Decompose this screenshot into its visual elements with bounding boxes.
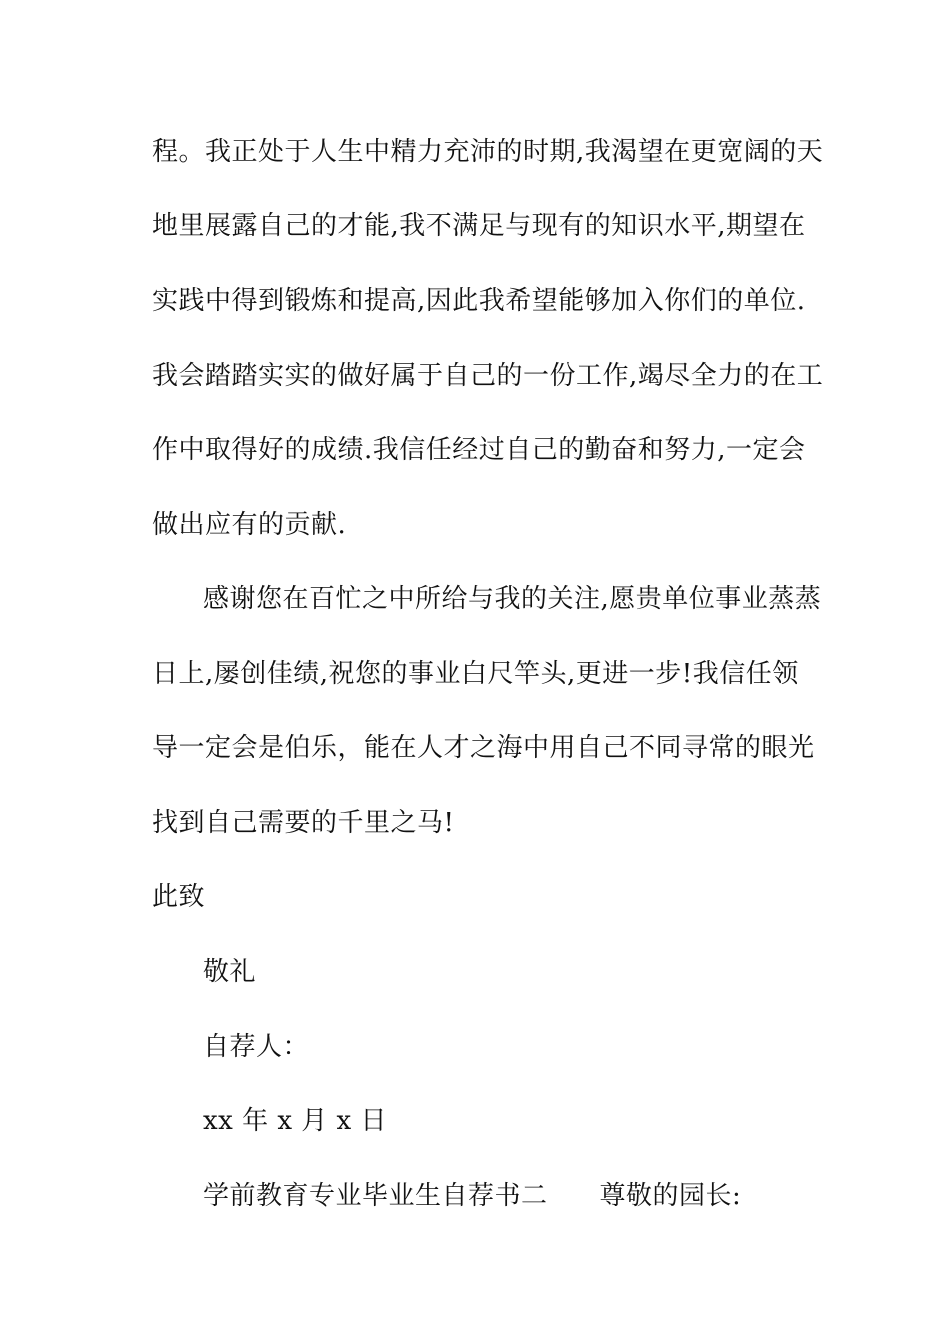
paragraph2-line-3: 导一定会是伯乐，能在人才之海中用自己不同寻常的眼光 [152,733,815,763]
paragraph1-line-4: 我会踏踏实实的做好属于自己的一份工作,竭尽全力的在工 [152,361,824,391]
paragraph1-line-5: 作中取得好的成绩.我信任经过自己的勤奋和努力,一定会 [152,435,806,465]
next-letter-title: 学前教育专业毕业生自荐书二 [203,1181,548,1211]
date-text: xx 年 x 月 x 日 [203,1106,387,1136]
closing-text: 此致 [152,882,206,912]
paragraph1-line-6: 做出应有的贡献. [152,510,347,540]
paragraph2-line-1: 感谢您在百忙之中所给与我的关注,愿贵单位事业蒸蒸 [203,584,822,614]
paragraph1-line-2: 地里展露自己的才能,我不满足与现有的知识水平,期望在 [152,211,806,241]
next-section-heading [203,1179,741,1213]
paragraph2-line-4: 找到自己需要的千里之马! [152,808,455,838]
next-letter-greeting: 尊敬的园长: [599,1181,742,1211]
paragraph1-line-1: 程。我正处于人生中精力充沛的时期,我渴望在更宽阔的天 [152,137,824,167]
salute-text: 敬礼 [203,957,257,987]
signer-label: 自荐人： [203,1032,310,1062]
paragraph1-line-3: 实践中得到锻炼和提高,因此我希望能够加入你们的单位. [152,286,806,316]
paragraph2-line-2: 日上,屡创佳绩,祝您的事业白尺竿头,更进一步!我信任领 [152,659,799,689]
